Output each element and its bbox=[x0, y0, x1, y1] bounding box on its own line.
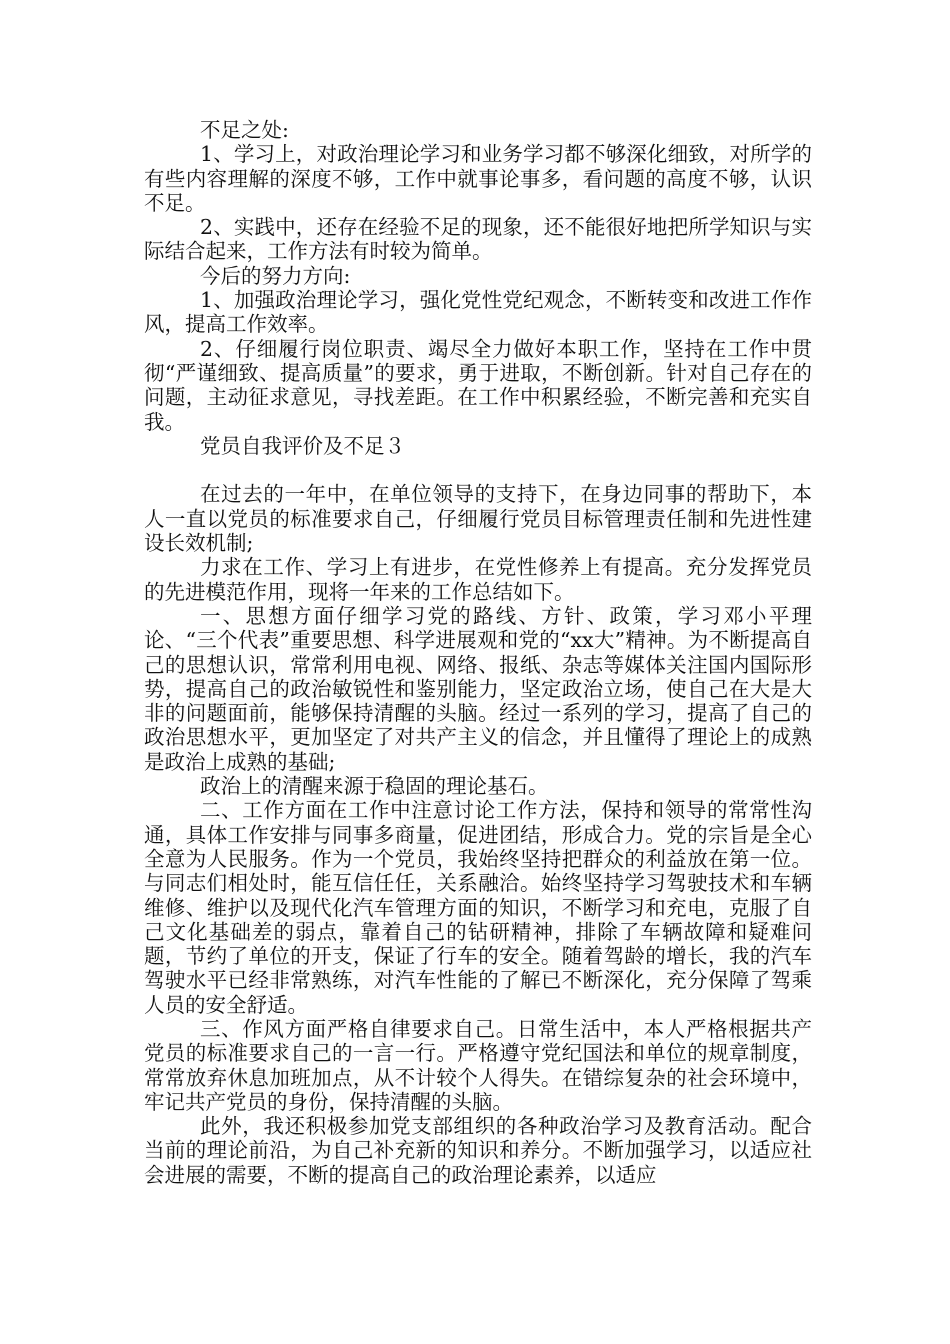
paragraph: 一、思想方面仔细学习党的路线、方针、政策，学习邓小平理论、“三个代表”重要思想、科学进展观和党的“xx大”精神。为不断提高自己的思想认识，常常利用电视、网络、报纸、杂志等媒体关注国内国际形势，提高自己的政治敏锐性和鉴别能力，坚定政治立场，使自己在大是大非的问题面前，能够保持清醒的头脑。经过一系列的学习，提高了自己的政治思想水平，更加坚定了对共产主义的信念，并且懂得了理论上的成熟是政治上成熟的基础; bbox=[144, 603, 812, 774]
paragraph: 三、作风方面严格自律要求自己。日常生活中，本人严格根据共产党员的标准要求自己的一言一行。严格遵守党纪国法和单位的规章制度，常常放弃休息加班加点，从不计较个人得失。在错综复杂的社会环境中，牢记共产党员的身份，保持清醒的头脑。 bbox=[144, 1016, 812, 1114]
paragraph: 力求在工作、学习上有进步，在党性修养上有提高。充分发挥党员的先进模范作用，现将一年来的工作总结如下。 bbox=[144, 555, 812, 604]
paragraph: 此外，我还积极参加党支部组织的各种政治学习及教育活动。配合当前的理论前沿，为自己补充新的知识和养分。不断加强学习，以适应社会进展的需要，不断的提高自己的政治理论素养，以适应 bbox=[144, 1114, 812, 1187]
paragraph: 二、工作方面在工作中注意讨论工作方法，保持和领导的常常性沟通，具体工作安排与同事多商量，促进团结，形成合力。党的宗旨是全心全意为人民服务。作为一个党员，我始终坚持把群众的利益放在第一位。与同志们相处时，能互信任任，关系融洽。始终坚持学习驾驶技术和车辆维修、维护以及现代化汽车管理方面的知识，不断学习和充电，克服了自己文化基础差的弱点，靠着自己的钻研精神，排除了车辆故障和疑难问题，节约了单位的开支，保证了行车的安全。随着驾龄的增长，我的汽车驾驶水平已经非常熟练，对汽车性能的了解已不断深化，充分保障了驾乘人员的安全舒适。 bbox=[144, 798, 812, 1017]
paragraph: 今后的努力方向: bbox=[200, 263, 351, 288]
paragraph: 在过去的一年中，在单位领导的支持下，在身边同事的帮助下，本人一直以党员的标准要求自己，仔细履行党员目标管理责任制和先进性建设长效机制; bbox=[144, 482, 812, 556]
paragraph: 政治上的清醒来源于稳固的理论基石。 bbox=[200, 774, 549, 799]
paragraph: 2、实践中，还存在经验不足的现象，还不能很好地把所学知识与实际结合起来，工作方法有时较为简单。 bbox=[144, 215, 812, 264]
paragraph: 不足之处: bbox=[200, 118, 289, 142]
document-body bbox=[144, 118, 812, 1187]
paragraph: 1、加强政治理论学习，强化党性党纪观念，不断转变和改进工作作风，提高工作效率。 bbox=[144, 288, 812, 337]
blank-line bbox=[144, 458, 812, 482]
paragraph: 1、学习上，对政治理论学习和业务学习都不够深化细致，对所学的有些内容理解的深度不够，工作中就事论事多，看问题的高度不够，认识不足。 bbox=[144, 142, 812, 215]
paragraph: 2、仔细履行岗位职责、竭尽全力做好本职工作，坚持在工作中贯彻“严谨细致、提高质量”的要求，勇于进取，不断创新。针对自己存在的问题，主动征求意见，寻找差距。在工作中积累经验，不断完善和充实自我。 bbox=[144, 336, 812, 434]
section-heading: 党员自我评价及不足３ bbox=[200, 433, 405, 458]
